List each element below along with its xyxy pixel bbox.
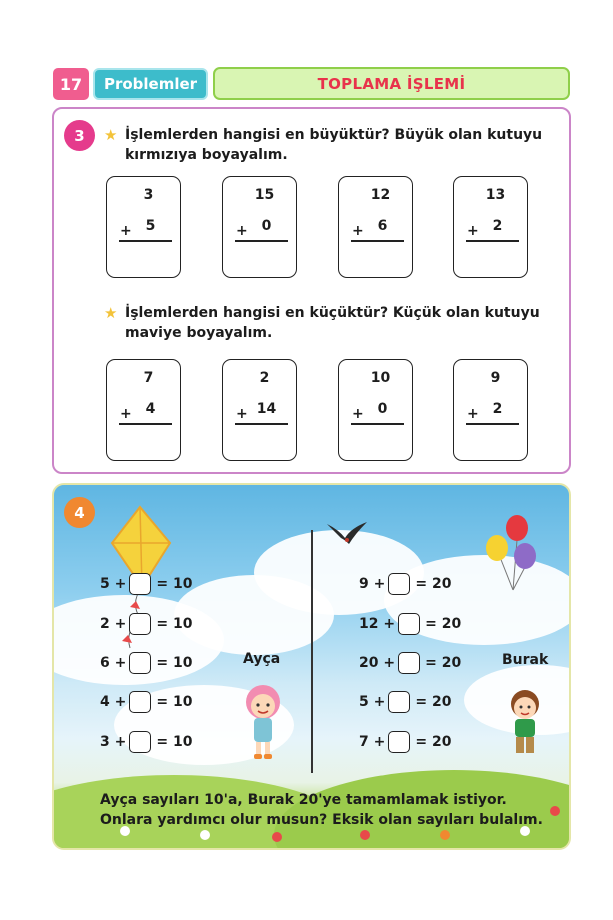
sum-line	[466, 423, 519, 425]
largest-choice-card-3[interactable]	[338, 176, 413, 278]
addend-bottom: 2	[492, 401, 503, 417]
ayca-equation-5	[100, 731, 192, 753]
equation-result: = 10	[156, 694, 193, 710]
answer-box[interactable]	[129, 731, 151, 753]
largest-choice-card-2[interactable]	[222, 176, 297, 278]
plus-sign: +	[236, 223, 248, 239]
flower-illustration	[200, 830, 210, 840]
page-number-badge: 17	[53, 68, 89, 100]
burak-equation-4	[359, 691, 451, 713]
ayca-name-label: Ayça	[243, 651, 281, 667]
burak-equation-1	[359, 573, 451, 595]
answer-box[interactable]	[388, 731, 410, 753]
addend-bottom: 2	[492, 218, 503, 234]
addend-top: 12	[370, 187, 391, 203]
addend-bottom: 14	[256, 401, 277, 417]
addend-top: 2	[259, 370, 270, 386]
plus-sign: +	[352, 406, 364, 422]
addend-top: 15	[254, 187, 275, 203]
equation-addend: 20 +	[359, 655, 396, 671]
equation-result: = 10	[156, 734, 193, 750]
equation-result: = 20	[425, 655, 462, 671]
answer-box[interactable]	[129, 573, 151, 595]
burak-equation-3	[359, 652, 461, 674]
addend-top: 9	[490, 370, 501, 386]
sum-line	[351, 240, 404, 242]
equation-result: = 20	[415, 734, 452, 750]
equation-addend: 12 +	[359, 616, 396, 632]
question-4-number: 4	[64, 497, 95, 528]
ayca-equation-1	[100, 573, 192, 595]
equation-result: = 10	[156, 616, 193, 632]
plus-sign: +	[467, 406, 479, 422]
question-3-prompt-smallest: İşlemlerden hangisi en küçüktür? Küçük olan kutuyu maviye boyayalım.	[125, 305, 540, 341]
addend-bottom: 0	[261, 218, 272, 234]
bird-illustration	[325, 518, 370, 550]
equation-addend: 5 +	[359, 694, 386, 710]
boy-character-illustration	[500, 688, 550, 758]
ayca-equation-4	[100, 691, 192, 713]
column-divider	[311, 530, 313, 773]
plus-sign: +	[467, 223, 479, 239]
question-3-number: 3	[64, 120, 95, 151]
smallest-choice-card-2[interactable]	[222, 359, 297, 461]
equation-addend: 9 +	[359, 576, 386, 592]
plus-sign: +	[120, 406, 132, 422]
addend-top: 7	[143, 370, 154, 386]
star-icon: ★	[104, 304, 118, 322]
largest-choice-card-1[interactable]	[106, 176, 181, 278]
star-icon: ★	[104, 126, 118, 144]
question-3-prompt-largest: İşlemlerden hangisi en büyüktür? Büyük olan kutuyu kırmızıya boyayalım.	[125, 127, 543, 163]
answer-box[interactable]	[388, 691, 410, 713]
answer-box[interactable]	[129, 613, 151, 635]
addend-bottom: 0	[377, 401, 388, 417]
answer-box[interactable]	[129, 652, 151, 674]
equation-addend: 3 +	[100, 734, 127, 750]
addend-bottom: 4	[145, 401, 156, 417]
equation-addend: 5 +	[100, 576, 127, 592]
addend-bottom: 6	[377, 218, 388, 234]
answer-box[interactable]	[388, 573, 410, 595]
equation-result: = 20	[425, 616, 462, 632]
largest-choice-card-4[interactable]	[453, 176, 528, 278]
sum-line	[466, 240, 519, 242]
smallest-choice-card-3[interactable]	[338, 359, 413, 461]
flower-illustration	[360, 830, 370, 840]
equation-addend: 4 +	[100, 694, 127, 710]
page-title: TOPLAMA İŞLEMİ	[213, 67, 570, 100]
answer-box[interactable]	[129, 691, 151, 713]
addend-top: 10	[370, 370, 391, 386]
equation-result: = 20	[415, 694, 452, 710]
category-badge: Problemler	[93, 68, 208, 100]
equation-result: = 20	[415, 576, 452, 592]
balloons-illustration	[483, 512, 543, 592]
equation-result: = 10	[156, 655, 193, 671]
burak-name-label: Burak	[502, 652, 549, 668]
plus-sign: +	[352, 223, 364, 239]
answer-box[interactable]	[398, 652, 420, 674]
burak-equation-2	[359, 613, 461, 635]
answer-box[interactable]	[398, 613, 420, 635]
sum-line	[235, 423, 288, 425]
flower-illustration	[272, 832, 282, 842]
sum-line	[119, 423, 172, 425]
plus-sign: +	[236, 406, 248, 422]
sum-line	[119, 240, 172, 242]
equation-result: = 10	[156, 576, 193, 592]
burak-equation-5	[359, 731, 451, 753]
equation-addend: 7 +	[359, 734, 386, 750]
question-4-instruction: Ayça sayıları 10'a, Burak 20'ye tamamlamak istiyor. Onlara yardımcı olur musun? Eksik olan sayıları bulalım.	[100, 792, 543, 828]
sum-line	[235, 240, 288, 242]
sum-line	[351, 423, 404, 425]
smallest-choice-card-1[interactable]	[106, 359, 181, 461]
addend-top: 3	[143, 187, 154, 203]
equation-addend: 6 +	[100, 655, 127, 671]
smallest-choice-card-4[interactable]	[453, 359, 528, 461]
equation-addend: 2 +	[100, 616, 127, 632]
addend-top: 13	[485, 187, 506, 203]
ayca-equation-2	[100, 613, 192, 635]
girl-character-illustration	[236, 684, 290, 762]
plus-sign: +	[120, 223, 132, 239]
addend-bottom: 5	[145, 218, 156, 234]
ayca-equation-3	[100, 652, 192, 674]
flower-illustration	[440, 830, 450, 840]
